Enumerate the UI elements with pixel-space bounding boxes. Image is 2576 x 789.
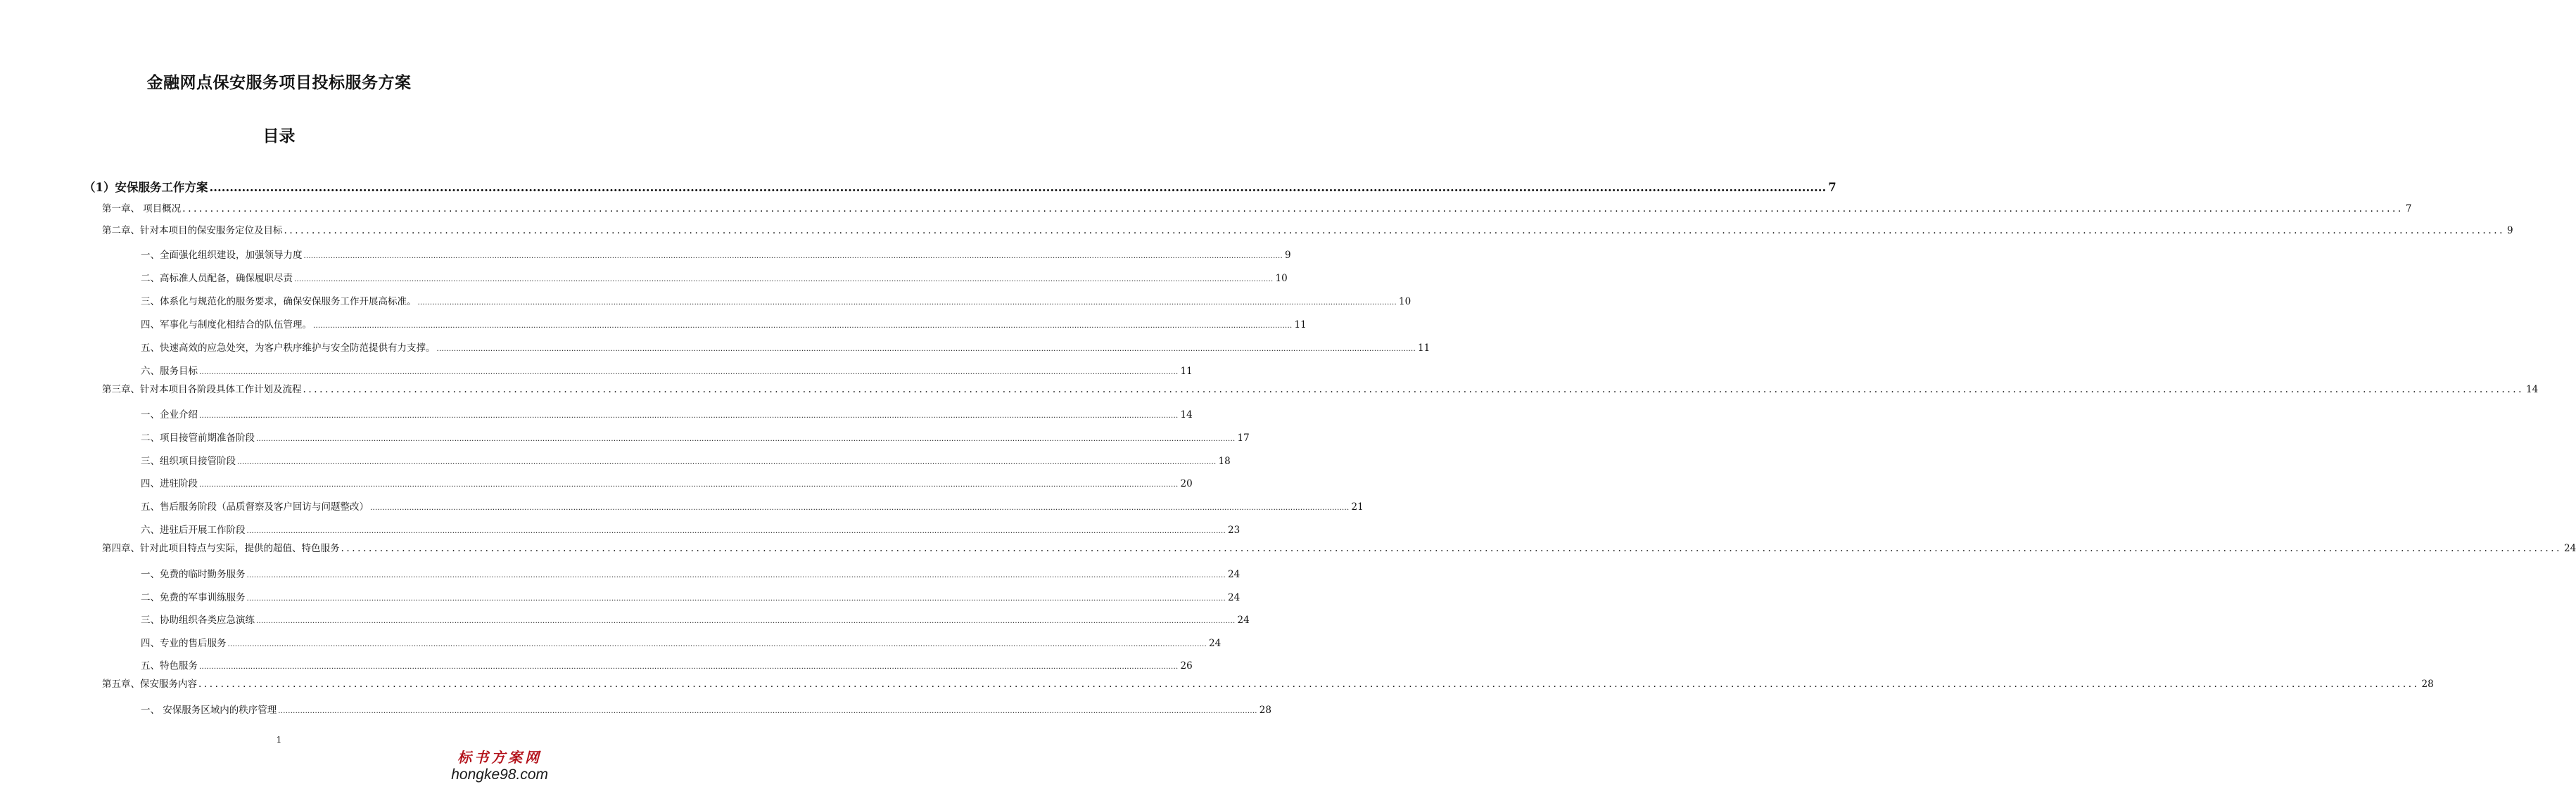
- watermark-url: hongke98.com: [451, 766, 548, 783]
- toc-entry-section[interactable]: [141, 454, 1231, 469]
- toc-entry-section[interactable]: [141, 476, 1193, 492]
- toc-entry-page: 17: [1237, 432, 1250, 444]
- toc-entry-section[interactable]: [141, 248, 1291, 263]
- toc-entry-section[interactable]: [141, 636, 1222, 651]
- toc-entry-page: 23: [1227, 525, 1241, 536]
- toc-entry-title: 四、军事化与制度化相结合的队伍管理。: [141, 319, 312, 331]
- toc-entry-page: 9: [2507, 225, 2513, 236]
- toc-entry-page: 24: [1227, 592, 1241, 603]
- toc-leader-dots: ................................................................................................................................................................................................................................................................................................................................................................................................................: [198, 679, 2420, 690]
- toc-entry-section[interactable]: [141, 407, 1193, 423]
- toc-entry-title: （1）安保服务工作方案: [84, 181, 208, 194]
- watermark: [451, 750, 548, 783]
- toc-entry-title: 第二章、针对本项目的保安服务定位及目标: [102, 225, 283, 236]
- toc-entry-title: 一、免费的临时勤务服务: [141, 569, 246, 580]
- toc-leader-dots: ................................................................................................................................................................................................................................................................................................................................................................................................................: [199, 368, 1179, 376]
- toc-heading: 目录: [262, 127, 296, 146]
- toc-entry-chapter-4[interactable]: [102, 541, 2576, 556]
- toc-entry-title: 第一章、 项目概况: [102, 203, 182, 214]
- toc-entry-page: 24: [1208, 638, 1222, 649]
- toc-leader-dots: ................................................................................................................................................................................................................................................................................................................................................................................................................: [209, 181, 1827, 194]
- toc-entry-section[interactable]: [141, 430, 1250, 446]
- document-title: 金融网点保安服务项目投标服务方案: [146, 73, 412, 92]
- toc-entry-section[interactable]: [141, 294, 1411, 309]
- toc-entry-page: 11: [1417, 342, 1430, 354]
- toc-entry-title: 二、项目接管前期准备阶段: [141, 432, 255, 444]
- toc-leader-dots: ................................................................................................................................................................................................................................................................................................................................................................................................................: [246, 572, 1226, 579]
- toc-entry-title: 一、 安保服务区域内的秩序管理: [141, 705, 277, 716]
- toc-leader-dots: ................................................................................................................................................................................................................................................................................................................................................................................................................: [417, 299, 1397, 307]
- toc-leader-dots: ................................................................................................................................................................................................................................................................................................................................................................................................................: [256, 617, 1236, 625]
- toc-entry-part-1[interactable]: [84, 180, 1836, 195]
- toc-leader-dots: ................................................................................................................................................................................................................................................................................................................................................................................................................: [246, 595, 1226, 603]
- toc-entry-title: 第五章、保安服务内容: [102, 679, 197, 690]
- toc-entry-section[interactable]: [141, 317, 1307, 333]
- page-number: 1: [276, 735, 282, 745]
- watermark-brand: 标书方案网: [457, 750, 543, 766]
- toc-entry-chapter-1[interactable]: [102, 201, 2412, 217]
- toc-entry-chapter-2[interactable]: [102, 223, 2513, 238]
- toc-entry-section[interactable]: [141, 567, 1241, 582]
- toc-entry-title: 一、企业介绍: [141, 409, 198, 421]
- toc-entry-page: 24: [2564, 543, 2576, 554]
- toc-entry-section[interactable]: [141, 364, 1193, 379]
- toc-leader-dots: ................................................................................................................................................................................................................................................................................................................................................................................................................: [341, 543, 2563, 554]
- toc-entry-title: 六、服务目标: [141, 366, 198, 377]
- toc-entry-title: 三、组织项目接管阶段: [141, 456, 236, 467]
- toc-leader-dots: ................................................................................................................................................................................................................................................................................................................................................................................................................: [237, 458, 1217, 466]
- toc-entry-page: 11: [1294, 319, 1307, 331]
- toc-entry-page: 28: [1259, 705, 1271, 716]
- toc-entry-section[interactable]: [141, 658, 1193, 674]
- toc-leader-dots: ................................................................................................................................................................................................................................................................................................................................................................................................................: [246, 527, 1226, 535]
- toc-entry-page: 20: [1180, 478, 1193, 489]
- toc-entry-title: 一、全面强化组织建设，加强领导力度: [141, 250, 303, 261]
- toc-entry-title: 二、高标准人员配备，确保履职尽责: [141, 273, 293, 284]
- toc-entry-page: 14: [2526, 384, 2539, 395]
- toc-leader-dots: ................................................................................................................................................................................................................................................................................................................................................................................................................: [278, 707, 1257, 715]
- toc-entry-title: 三、协助组织各类应急演练: [141, 615, 255, 626]
- toc-entry-chapter-3[interactable]: [102, 382, 2539, 397]
- toc-entry-section[interactable]: [141, 522, 1241, 538]
- toc-leader-dots: ................................................................................................................................................................................................................................................................................................................................................................................................................: [182, 203, 2404, 214]
- toc-entry-page: 18: [1218, 456, 1231, 467]
- toc-entry-title: 第三章、针对本项目各阶段具体工作计划及流程: [102, 384, 302, 395]
- toc-entry-section[interactable]: [141, 703, 1271, 718]
- toc-entry-chapter-5[interactable]: [102, 676, 2434, 692]
- toc-entry-section[interactable]: [141, 590, 1241, 605]
- toc-leader-dots: ................................................................................................................................................................................................................................................................................................................................................................................................................: [284, 225, 2506, 236]
- toc-entry-title: 五、快速高效的应急处突，为客户秩序维护与安全防范提供有力支撑。: [141, 342, 436, 354]
- toc-leader-dots: ................................................................................................................................................................................................................................................................................................................................................................................................................: [303, 384, 2525, 395]
- toc-entry-title: 三、体系化与规范化的服务要求，确保安保服务工作开展高标准。: [141, 296, 417, 307]
- toc-leader-dots: ................................................................................................................................................................................................................................................................................................................................................................................................................: [370, 504, 1350, 512]
- toc-entry-section[interactable]: [141, 499, 1364, 515]
- toc-entry-page: 7: [1828, 181, 1836, 194]
- toc-entry-page: 24: [1237, 615, 1250, 626]
- toc-entry-section[interactable]: [141, 340, 1430, 356]
- toc-entry-page: 9: [1284, 250, 1291, 261]
- toc-entry-title: 二、免费的军事训练服务: [141, 592, 246, 603]
- toc-entry-title: 四、专业的售后服务: [141, 638, 227, 649]
- toc-entry-title: 六、进驻后开展工作阶段: [141, 525, 246, 536]
- toc-entry-page: 24: [1227, 569, 1241, 580]
- toc-entry-page: 14: [1180, 409, 1193, 421]
- toc-leader-dots: ................................................................................................................................................................................................................................................................................................................................................................................................................: [303, 252, 1283, 260]
- toc-leader-dots: ................................................................................................................................................................................................................................................................................................................................................................................................................: [256, 435, 1236, 443]
- toc-leader-dots: ................................................................................................................................................................................................................................................................................................................................................................................................................: [227, 641, 1207, 648]
- toc-leader-dots: ................................................................................................................................................................................................................................................................................................................................................................................................................: [313, 322, 1293, 330]
- toc-leader-dots: ................................................................................................................................................................................................................................................................................................................................................................................................................: [294, 276, 1274, 283]
- toc-entry-title: 五、售后服务阶段（品质督察及客户回访与问题整改）: [141, 501, 369, 513]
- toc-entry-title: 四、进驻阶段: [141, 478, 198, 489]
- toc-leader-dots: ................................................................................................................................................................................................................................................................................................................................................................................................................: [199, 412, 1179, 420]
- toc-leader-dots: ................................................................................................................................................................................................................................................................................................................................................................................................................: [199, 663, 1179, 671]
- toc-entry-page: 26: [1180, 660, 1193, 672]
- toc-entry-page: 10: [1398, 296, 1411, 307]
- toc-entry-section[interactable]: [141, 612, 1250, 628]
- toc-entry-page: 21: [1351, 501, 1364, 513]
- toc-entry-page: 28: [2421, 679, 2434, 690]
- toc-leader-dots: ................................................................................................................................................................................................................................................................................................................................................................................................................: [436, 345, 1416, 353]
- toc-leader-dots: ................................................................................................................................................................................................................................................................................................................................................................................................................: [199, 481, 1179, 489]
- toc-entry-title: 五、特色服务: [141, 660, 198, 672]
- toc-entry-page: 11: [1180, 366, 1193, 377]
- toc-entry-title: 第四章、针对此项目特点与实际，提供的超值、特色服务: [102, 543, 340, 554]
- toc-entry-page: 10: [1275, 273, 1288, 284]
- toc-entry-page: 7: [2405, 203, 2412, 214]
- toc-entry-section[interactable]: [141, 271, 1288, 286]
